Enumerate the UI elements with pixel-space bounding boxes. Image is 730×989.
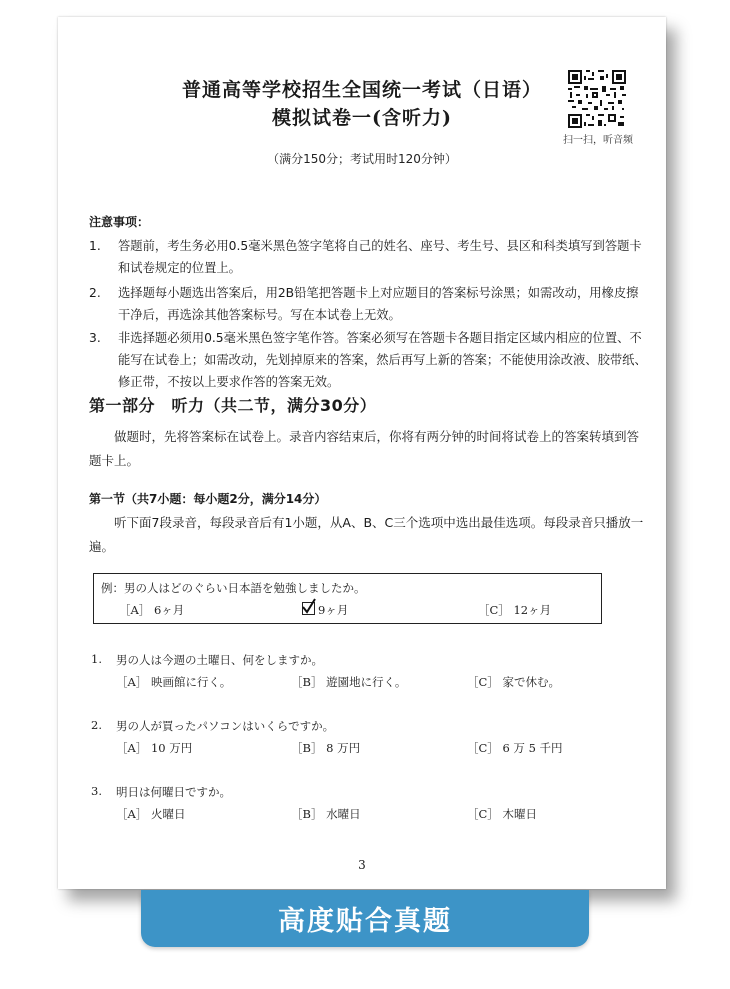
question-3-option-a: ［A］ 火曜日 [116, 807, 186, 821]
exam-title-line1: 普通高等学校招生全国统一考试（日语） [181, 79, 542, 101]
example-box [93, 573, 602, 624]
example-option-a: ［A］ 6ヶ月 [119, 603, 185, 617]
exam-page [58, 17, 666, 889]
question-3-number: 3. [91, 784, 102, 798]
question-1-option-b: ［B］ 遊園地に行く。 [291, 675, 407, 689]
note-number: 3. [89, 331, 101, 345]
example-option-c: ［C］ 12ヶ月 [478, 603, 552, 617]
checked-box-icon [302, 602, 315, 615]
question-3-option-b: ［B］ 水曜日 [291, 807, 361, 821]
question-1-option-a: ［A］ 映画館に行く。 [116, 675, 232, 689]
part1-intro: 做题时，先将答案标在试卷上。录音内容结束后，你将有两分钟的时间将试卷上的答案转填到答题卡上。 [89, 429, 640, 468]
banner-text: 高度贴合真题 [278, 906, 452, 937]
example-option-b-text: 9ヶ月 [318, 603, 349, 617]
question-3-option-c: ［C］ 木曜日 [467, 807, 537, 821]
note-text: 非选择题必须用0.5毫米黑色签字笔作答。答案必须写在答题卡各题目指定区域内相应的位置、不能写在试卷上；如需改动，先划掉原来的答案，然后再写上新的答案；不能使用涂改液、胶带纸、修正带，不按以上要求作答的答案无效。 [118, 331, 647, 389]
note-text: 选择题每小题选出答案后，用2B铅笔把答题卡上对应题目的答案标号涂黑；如需改动，用橡皮擦干净后，再选涂其他答案标号。写在本试卷上无效。 [118, 286, 639, 322]
section1-intro: 听下面7段录音，每段录音后有1小题，从A、B、C三个选项中选出最佳选项。每段录音只播放一遍。 [89, 515, 644, 554]
question-2-option-c: ［C］ 6 万 5 千円 [467, 741, 563, 755]
note-text: 答题前，考生务必用0.5毫米黑色签字笔将自己的姓名、座号、考生号、县区和科类填写到答题卡和试卷规定的位置上。 [118, 239, 642, 275]
example-question: 例：男の人はどのぐらい日本語を勉強しましたか。 [101, 581, 366, 595]
question-2-option-b: ［B］ 8 万円 [291, 741, 361, 755]
promo-banner [141, 890, 589, 947]
question-1-option-c: ［C］ 家で休む。 [467, 675, 560, 689]
page-number: 3 [358, 858, 366, 872]
note-number: 2. [89, 286, 101, 300]
exam-title-line2: 模拟试卷一(含听力) [272, 107, 452, 129]
qr-caption: 扫一扫，听音频 [563, 135, 633, 146]
note-number: 1. [89, 239, 101, 253]
question-1-number: 1. [91, 652, 102, 666]
example-option-b [302, 602, 348, 618]
question-1-text: 男の人は今週の土曜日、何をしますか。 [116, 653, 323, 667]
qr-code-icon[interactable] [568, 70, 626, 128]
notes-heading: 注意事项： [89, 215, 150, 229]
question-2-text: 男の人が買ったパソコンはいくらですか。 [116, 719, 335, 733]
question-3-text: 明日は何曜日ですか。 [116, 785, 231, 799]
question-2-option-a: ［A］ 10 万円 [116, 741, 193, 755]
part1-heading: 第一部分 听力（共二节，满分30分） [89, 396, 377, 415]
exam-meta: （满分150分；考试用时120分钟） [267, 152, 457, 166]
section1-heading: 第一节（共7小题：每小题2分，满分14分） [89, 492, 327, 506]
question-2-number: 2. [91, 718, 102, 732]
